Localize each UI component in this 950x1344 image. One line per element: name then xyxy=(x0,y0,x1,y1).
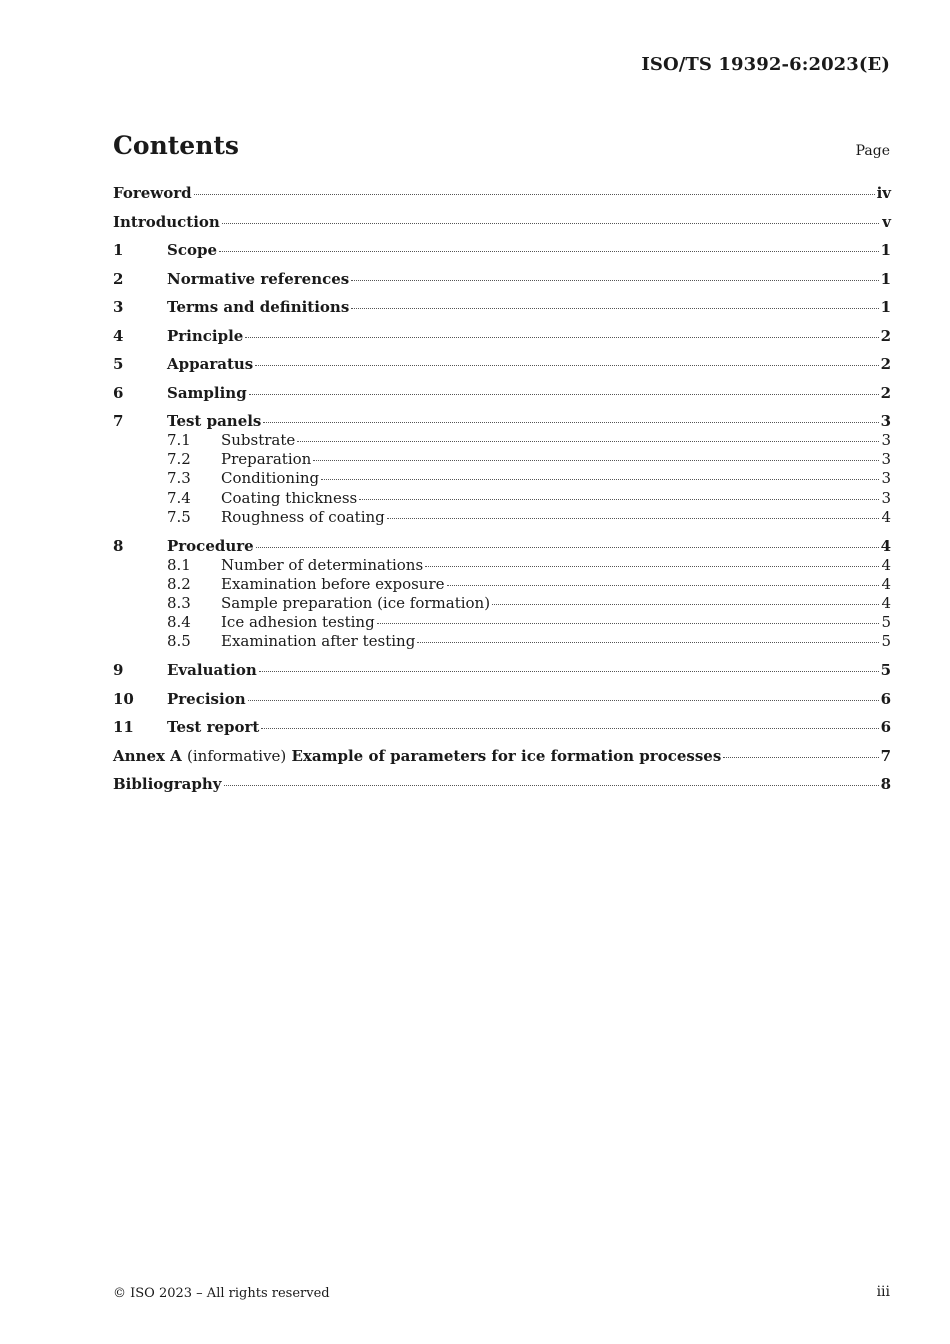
toc-entry-title: Introduction xyxy=(113,212,220,231)
toc-entry[interactable] xyxy=(113,355,891,374)
toc-entry-page: 2 xyxy=(880,383,891,402)
toc-entry-number: 7.2 xyxy=(167,450,191,469)
toc-entry-number: 6 xyxy=(113,383,124,402)
toc-entry[interactable] xyxy=(113,613,891,632)
toc-entry-page: 4 xyxy=(881,507,891,526)
toc-entry-page: 8 xyxy=(880,775,891,794)
toc-entry-number: 8.4 xyxy=(167,613,191,632)
toc-entry[interactable] xyxy=(113,632,891,651)
toc-entry-page: 2 xyxy=(880,355,891,373)
toc-entry-title: Procedure xyxy=(167,536,254,555)
toc-entry[interactable] xyxy=(113,661,891,680)
toc-entry-title: Bibliography xyxy=(113,775,222,794)
dot-leader xyxy=(425,565,879,567)
toc-entry-number: 10 xyxy=(113,689,134,708)
toc-entry-page: v xyxy=(882,212,891,231)
toc-entry[interactable] xyxy=(113,594,891,613)
toc-entry-page: 2 xyxy=(880,326,891,345)
toc-entry-title: Test panels xyxy=(167,412,262,430)
toc-entry-number: 4 xyxy=(113,326,124,345)
toc-entry-title: Examination after testing xyxy=(221,632,416,651)
toc-bibliography-entry[interactable] xyxy=(113,775,891,794)
dot-leader xyxy=(248,699,879,701)
toc-entry-page: 6 xyxy=(880,718,891,737)
toc-entry-title: Sampling xyxy=(167,383,247,402)
toc-entry[interactable] xyxy=(113,184,891,203)
toc-entry-title: Principle xyxy=(167,326,244,345)
toc-entry-title: Evaluation xyxy=(167,661,257,680)
toc-entry[interactable] xyxy=(113,690,891,709)
dot-leader xyxy=(249,393,879,395)
dot-leader xyxy=(222,222,879,224)
toc-entry-title: Sample preparation (ice formation) xyxy=(221,593,491,612)
toc-entry-title: Preparation xyxy=(221,450,312,469)
toc-entry-title: Scope xyxy=(167,241,218,259)
copyright-notice: © ISO 2023 – All rights reserved xyxy=(113,1286,330,1301)
toc-entry[interactable] xyxy=(113,384,891,403)
page-column-label: Page xyxy=(855,143,890,159)
dot-leader xyxy=(359,498,879,500)
toc-entry-number: 7.3 xyxy=(167,469,191,488)
toc-entry-title: Foreword xyxy=(113,184,192,202)
toc-entry-page: 5 xyxy=(880,661,891,680)
toc-entry-page: 1 xyxy=(880,241,891,259)
toc-entry[interactable] xyxy=(113,213,891,232)
toc-entry-title: Apparatus xyxy=(167,355,254,373)
toc-entry[interactable] xyxy=(113,327,891,346)
toc-entry[interactable] xyxy=(113,412,891,431)
toc-entry-number: 7 xyxy=(113,412,124,430)
toc-entry-title: Roughness of coating xyxy=(221,507,385,526)
dot-leader xyxy=(377,622,879,624)
toc-entry-page: 3 xyxy=(880,412,891,430)
toc-entry-number: 8.2 xyxy=(167,574,191,593)
toc-entry[interactable] xyxy=(113,556,891,575)
dot-leader xyxy=(245,336,878,338)
dot-leader xyxy=(261,727,878,729)
dot-leader xyxy=(321,478,879,480)
toc-entry-page: 4 xyxy=(881,593,891,612)
toc-entry-number: 9 xyxy=(113,661,124,680)
toc-entry[interactable] xyxy=(113,537,891,556)
toc-entry-number: 1 xyxy=(113,241,124,259)
table-of-contents xyxy=(113,184,891,794)
toc-entry-title: Normative references xyxy=(167,269,350,288)
toc-entry[interactable] xyxy=(113,508,891,527)
toc-entry-title: Ice adhesion testing xyxy=(221,613,375,632)
annex-qualifier: (informative) xyxy=(187,746,287,765)
dot-leader xyxy=(417,641,879,643)
dot-leader xyxy=(351,279,878,281)
dot-leader xyxy=(297,440,879,442)
toc-annex-entry[interactable] xyxy=(113,747,891,766)
dot-leader xyxy=(263,421,878,423)
dot-leader xyxy=(387,517,879,519)
toc-entry[interactable] xyxy=(113,241,891,260)
toc-entry-number: 8.1 xyxy=(167,555,191,574)
toc-entry-title: Test report xyxy=(167,718,260,737)
toc-entry[interactable] xyxy=(113,450,891,469)
toc-entry-page: 4 xyxy=(881,555,891,574)
toc-entry-page: 4 xyxy=(880,536,891,555)
dot-leader xyxy=(351,307,878,309)
annex-title: Example of parameters for ice formation processes xyxy=(291,746,722,765)
toc-entry[interactable] xyxy=(113,575,891,594)
toc-entry-number: 7.5 xyxy=(167,507,191,526)
toc-entry-page: 1 xyxy=(880,298,891,316)
toc-entry-number: 2 xyxy=(113,269,124,288)
annex-label: Annex A xyxy=(113,746,182,765)
toc-entry[interactable] xyxy=(113,431,891,450)
toc-entry-title: Examination before exposure xyxy=(221,574,445,593)
toc-entry-title: Terms and definitions xyxy=(167,298,350,316)
toc-entry-page: 5 xyxy=(881,613,891,632)
toc-entry-page: 3 xyxy=(881,469,891,488)
toc-entry-page: 6 xyxy=(880,689,891,708)
toc-entry-number: 7.1 xyxy=(167,431,191,449)
toc-entry-number: 8 xyxy=(113,536,124,555)
toc-entry-title: Number of determinations xyxy=(221,555,424,574)
toc-entry[interactable] xyxy=(113,489,891,508)
dot-leader xyxy=(255,364,878,366)
toc-entry-page: 1 xyxy=(880,269,891,288)
dot-leader xyxy=(224,784,879,786)
toc-entry-page: 3 xyxy=(881,488,891,507)
toc-entry-number: 7.4 xyxy=(167,488,191,507)
footer-page-number: iii xyxy=(876,1284,890,1300)
dot-leader xyxy=(194,193,875,195)
toc-entry[interactable] xyxy=(113,469,891,488)
toc-entry-page: 3 xyxy=(881,450,891,469)
toc-annex-title xyxy=(113,747,721,766)
dot-leader xyxy=(492,603,879,605)
document-identifier: ISO/TS 19392-6:2023(E) xyxy=(641,54,890,75)
dot-leader xyxy=(447,584,879,586)
dot-leader xyxy=(313,459,879,461)
dot-leader xyxy=(723,756,878,758)
toc-entry[interactable] xyxy=(113,298,891,317)
toc-entry-number: 11 xyxy=(113,718,134,737)
toc-entry-page: 4 xyxy=(881,574,891,593)
dot-leader xyxy=(259,670,879,672)
toc-entry-page: iv xyxy=(876,184,891,202)
toc-entry-title: Precision xyxy=(167,689,246,708)
dot-leader xyxy=(219,250,879,252)
contents-heading: Contents xyxy=(113,131,240,160)
toc-entry-number: 3 xyxy=(113,298,124,316)
toc-entry-number: 5 xyxy=(113,355,124,373)
toc-entry-number: 8.5 xyxy=(167,632,191,651)
dot-leader xyxy=(256,546,879,548)
toc-entry-page: 7 xyxy=(880,746,891,765)
toc-entry-page: 5 xyxy=(881,632,891,651)
toc-entry-title: Coating thickness xyxy=(221,488,358,507)
toc-entry[interactable] xyxy=(113,270,891,289)
toc-entry-title: Substrate xyxy=(221,431,296,449)
toc-entry-title: Conditioning xyxy=(221,469,320,488)
toc-entry-page: 3 xyxy=(881,431,891,449)
toc-entry[interactable] xyxy=(113,718,891,737)
toc-entry-number: 8.3 xyxy=(167,593,191,612)
